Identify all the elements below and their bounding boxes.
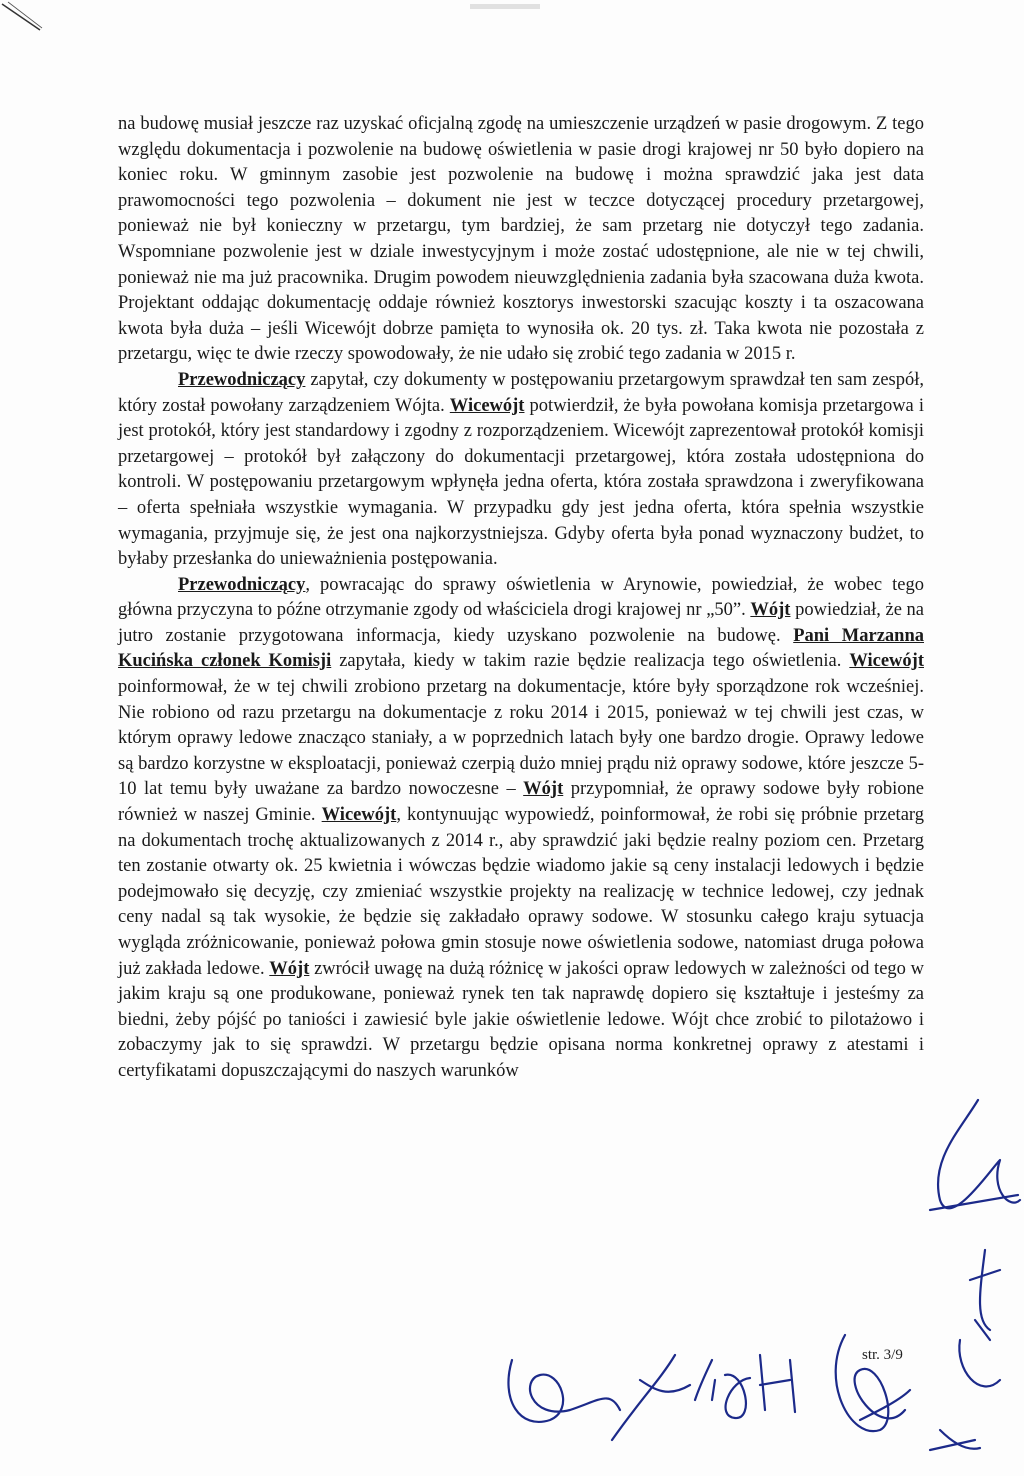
- speaker-name: Przewodniczący: [178, 574, 306, 595]
- paragraph-text: na budowę musiał jeszcze raz uzyskać oficjalną zgodę na umieszczenie urządzeń w pasie drogowym. Z tego względu dokumentacja i pozwolenie na budowę oświetlenia w pasie drogi krajowej nr 50 było dopiero na koniec roku. W gminnym zasobie jest pozwolenie na budowę i można sprawdzić jaka jest data prawomocności tego pozwolenia – dokument nie jest w teczce dotyczącej procedury przetargowej, ponieważ nie był konieczny w przetargu, tym bardziej, że sam przetarg nie dotyczył tego zadania. Wspomniane pozwolenie jest w dziale inwestycyjnym i może zostać udostępnione, ale nie w tej chwili, ponieważ nie ma już pracownika. Drugim powodem nieuwzględnienia zadania była szacowana duża kwota. Projektant oddając dokumentację oddaje również kosztorys inwestorski szacując koszty i ta oszacowana kwota była duża – jeśli Wicewójt dobrze pamięta to wynosiła ok. 20 tys. zł. Taka kwota nie pozostała z przetargu, więc te dwie rzeczy spowodowały, że nie udało się zrobić tego zadania w 2015 r.: [118, 114, 924, 365]
- scan-corner-mark: [0, 0, 60, 40]
- speaker-name: Wójt: [523, 779, 564, 800]
- paragraph-text: powiedział, że na jutro zostanie przygotowana informacja, kiedy uzyskano pozwolenie na budowę.: [118, 600, 924, 646]
- speaker-name: Wicewójt: [849, 651, 924, 672]
- page-number: str. 3/9: [862, 1347, 903, 1363]
- paragraph: [118, 368, 924, 573]
- paragraph-text: , kontynuując wypowiedź, poinformował, że robi się próbnie przetarg na dokumentach trochę aktualizowanych z 2014 r., aby sprawdzić jaki będzie realny poziom cen. Przetarg ten zostanie otwarty ok. 25 kwietnia i wówczas będzie wiadomo jakie są ceny instalacji ledowych i będzie podejmowało się decyzję, czy zmieniać wszystkie projekty na realizację w technice ledowej, czy jednak ceny nadal są tak wysokie, że będzie się zakładało oprawy sodowe. W stosunku całego kraju sytuacja wygląda zróżnicowanie, ponieważ połowa gmin stosuje nowe oświetlenia sodowe, natomiast druga połowa już zakłada ledowe.: [118, 805, 924, 979]
- paragraph-text: , powracając do sprawy oświetlenia w Arynowie, powiedział, że wobec tego główna przyczyna to późne otrzymanie zgody od właściciela drogi krajowej nr „50”.: [118, 574, 924, 621]
- paragraph-text: poinformował, że w tej chwili zrobiono przetarg na dokumentacje, które były sporządzone rok wcześniej. Nie robiono od razu przetargu na dokumentacje z roku 2014 i 2015, ponieważ w tej chwili jest czas, w którym oprawy ledowe znacząco staniały, a w poprzednich latach były one bardzo drogie. Oprawy ledowe są bardzo korzystne w eksploatacji, ponieważ czerpią dużo mniej prądu niż oprawy sodowe, które jeszcze 5-10 lat temu były uważane za bardzo nowoczesne –: [118, 677, 924, 800]
- speaker-name: Wicewójt: [449, 395, 525, 416]
- paragraph-text: potwierdził, że była powołana komisja przetargowa i jest protokół, który jest standardowy i zgodny z rozporządzeniem. Wicewójt zaprezentował protokół komisji przetargowej – protokół był załączony do dokumentacji przetargowej, która została udostępniona do kontroli. W postępowaniu przetargowym wpłynęła jedna oferta, która została sprawdzona i zweryfikowana – oferta spełniała wszystkie wymagania. W przypadku gdy jest jedna oferta, która spełnia wszystkie wymagania, przyjmuje się, że jest ona najkorzystniejsza. Gdyby oferta była ponad wyznaczony budżet, to byłaby przesłanka do unieważnienia postępowania.: [118, 395, 924, 570]
- document-body: [118, 112, 924, 1085]
- speaker-name: Wójt: [750, 600, 791, 621]
- paragraph: [118, 112, 924, 368]
- speaker-name: Przewodniczący: [178, 369, 306, 390]
- paragraph-text: zwrócił uwagę na dużą różnicę w jakości opraw ledowych w zależności od tego w jakim kraju są one produkowane, ponieważ rynek ten tak naprawdę dopiero się kształtuje i jesteśmy za biedni, żeby pójść po taniości i zawiesić byle jakie oświetlenie ledowe. Wójt chce zrobić to pilotażowo i zobaczymy jak to się sprawdzi. W przetargu będzie opisana norma konkretnej oprawy z atestami i certyfikatami dopuszczającymi do naszych warunków: [118, 958, 924, 1081]
- paragraph-text: zapytała, kiedy w takim razie będzie realizacja tego oświetlenia.: [331, 651, 850, 672]
- scan-dust-mark: [470, 4, 540, 9]
- paragraph-text: przypomniał, że oprawy sodowe były robione również w naszej Gminie.: [118, 779, 924, 826]
- speaker-name: Pani Marzanna Kucińska członek Komisji: [118, 625, 924, 672]
- speaker-name: Wicewójt: [321, 805, 397, 826]
- paragraph-text: zapytał, czy dokumenty w postępowaniu przetargowym sprawdzał ten sam zespół, który został powołany zarządzeniem Wójta.: [118, 369, 924, 416]
- speaker-name: Wójt: [269, 958, 310, 979]
- paragraph: [118, 573, 924, 1085]
